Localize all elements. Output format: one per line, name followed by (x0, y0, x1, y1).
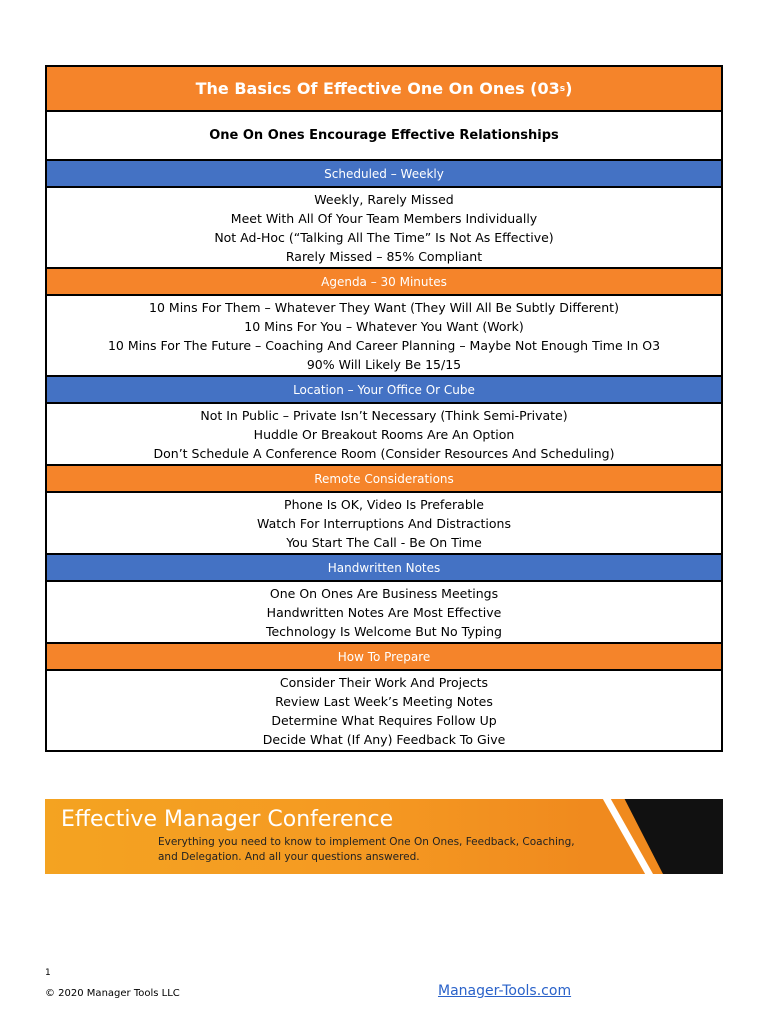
section-line: Meet With All Of Your Team Members Individually (230, 211, 538, 226)
banner-title: Effective Manager Conference (61, 807, 394, 832)
section-line: Watch For Interruptions And Distractions (257, 516, 511, 531)
section-body-agenda (47, 296, 721, 377)
banner-subtitle (158, 835, 578, 865)
section-line: Phone Is OK, Video Is Preferable (284, 497, 484, 512)
section-heading-notes: Handwritten Notes (47, 555, 721, 582)
section-line: Huddle Or Breakout Rooms Are An Option (253, 427, 515, 442)
section-line: 90% Will Likely Be 15/15 (306, 357, 462, 372)
section-line: 10 Mins For You – Whatever You Want (Work) (244, 319, 524, 334)
sheet-title-superscript: s (559, 83, 566, 94)
conference-banner[interactable] (45, 799, 723, 874)
section-heading-remote: Remote Considerations (47, 466, 721, 493)
sheet-title-text: The Basics Of Effective One On Ones (03 (195, 79, 560, 98)
section-line: 10 Mins For Them – Whatever They Want (They Will All Be Subtly Different) (149, 300, 619, 315)
section-line: Decide What (If Any) Feedback To Give (262, 732, 506, 747)
section-line: Rarely Missed – 85% Compliant (285, 249, 483, 264)
section-body-remote (47, 493, 721, 555)
section-body-prepare (47, 671, 721, 750)
section-body-notes (47, 582, 721, 644)
page-number: 1 (45, 968, 51, 978)
section-line: You Start The Call - Be On Time (286, 535, 482, 550)
manager-tools-link[interactable]: Manager-Tools.com (438, 983, 572, 999)
section-body-scheduled (47, 188, 721, 269)
section-line: Determine What Requires Follow Up (271, 713, 497, 728)
banner-subtitle-line: Everything you need to know to implement One On Ones, Feedback, Coaching, (158, 836, 575, 848)
section-heading-scheduled: Scheduled – Weekly (47, 161, 721, 188)
one-on-ones-sheet (45, 65, 723, 752)
section-line: Not Ad-Hoc (“Talking All The Time” Is Not As Effective) (214, 230, 554, 245)
section-body-location (47, 404, 721, 466)
section-heading-agenda: Agenda – 30 Minutes (47, 269, 721, 296)
section-line: Not In Public – Private Isn’t Necessary (Think Semi-Private) (200, 408, 568, 423)
sheet-title-close: ) (565, 79, 573, 98)
section-line: One On Ones Are Business Meetings (269, 586, 499, 601)
copyright-text: © 2020 Manager Tools LLC (45, 988, 180, 999)
section-line: Weekly, Rarely Missed (314, 192, 454, 207)
section-line: 10 Mins For The Future – Coaching And Career Planning – Maybe Not Enough Time In O3 (107, 338, 661, 353)
section-line: Consider Their Work And Projects (279, 675, 489, 690)
section-line: Handwritten Notes Are Most Effective (266, 605, 502, 620)
section-heading-location: Location – Your Office Or Cube (47, 377, 721, 404)
banner-dark-panel (603, 799, 723, 874)
section-line: Don’t Schedule A Conference Room (Consider Resources And Scheduling) (153, 446, 615, 461)
section-heading-prepare: How To Prepare (47, 644, 721, 671)
section-line: Review Last Week’s Meeting Notes (275, 694, 493, 709)
sheet-title (47, 67, 721, 112)
section-line: Technology Is Welcome But No Typing (265, 624, 502, 639)
banner-subtitle-line: and Delegation. And all your questions answered. (158, 851, 420, 863)
sheet-subtitle: One On Ones Encourage Effective Relationships (47, 112, 721, 161)
